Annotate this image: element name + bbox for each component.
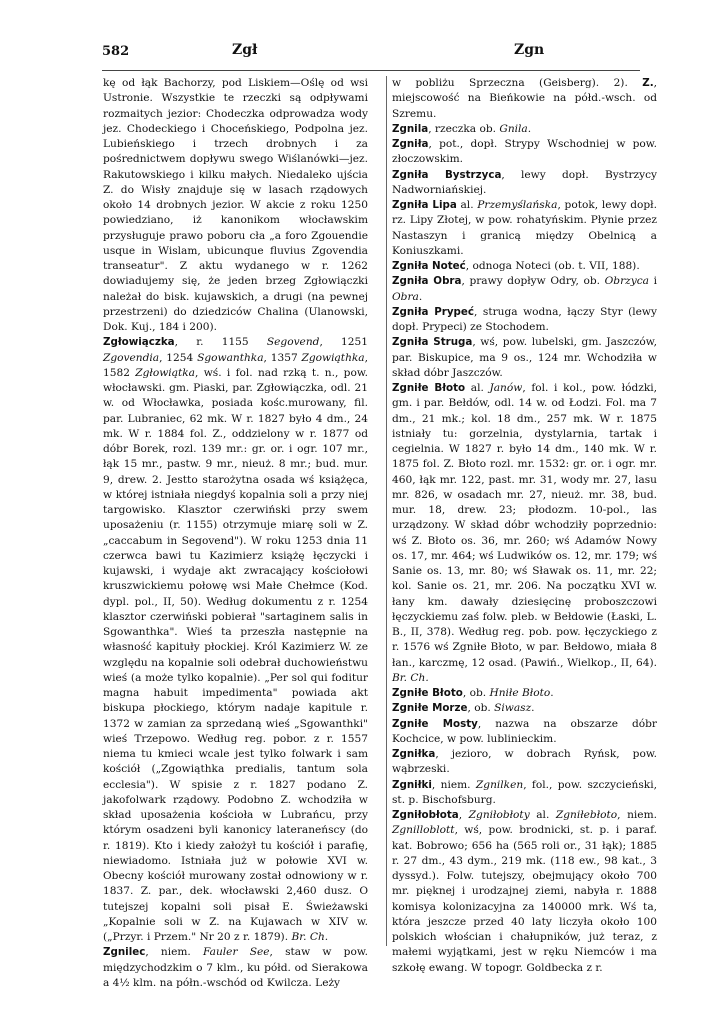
entry-text: . — [418, 290, 423, 303]
left-column — [103, 76, 368, 991]
entry-text: , niem. — [617, 809, 657, 821]
entry-text: al. — [529, 809, 556, 821]
entry-text: , potok, lewy dopł. rz. Lipy Złotej, w pow. rohatyńskim. Płynie przez Nastaszyn i granicą między Obelnicą a Koniuszkami. — [392, 199, 657, 257]
page-header — [0, 0, 720, 70]
entry-headword: Zgniła Bystrzyca — [392, 168, 502, 181]
italic-text: Zgniłebłoto — [555, 809, 618, 821]
entry-headword: Zgnila — [392, 122, 429, 135]
entry-headword: Zgniła Noteć — [392, 260, 466, 272]
entry-headword: Zgniła Obra — [392, 275, 462, 288]
entry-headword: Zgniłe Mosty — [392, 717, 478, 730]
italic-text: Przemyślańska — [477, 199, 558, 211]
dictionary-entry — [392, 76, 657, 122]
entry-headword: Zgniłki — [392, 778, 432, 791]
italic-text: Obrzyca — [604, 275, 649, 288]
dictionary-entry — [392, 686, 657, 701]
italic-text: Br. Ch. — [291, 931, 329, 943]
entry-text: , ob. — [467, 702, 495, 715]
dictionary-entry — [392, 747, 657, 778]
dictionary-entry — [103, 945, 368, 991]
entry-text: . — [531, 702, 535, 715]
entry-headword: Zgniłobłota — [392, 809, 459, 821]
entry-text: , 1251 — [319, 336, 368, 349]
dictionary-entry — [392, 717, 657, 748]
italic-text: Segovend — [266, 336, 320, 349]
page-number: 582 — [102, 44, 130, 59]
entry-text: , — [458, 809, 469, 821]
header-rule — [102, 70, 640, 71]
entry-text: , r. 1155 — [174, 336, 267, 349]
dictionary-entry — [103, 335, 368, 945]
entry-headword: Zgnilec — [103, 946, 146, 959]
entry-headword: Zgniła Prypeć — [392, 305, 474, 318]
entry-text: . — [550, 687, 554, 699]
entry-text: , wś, pow. brodnicki, st. p. i paraf. kat. Bobrowo; 656 ha (565 roli or., 31 łąk); 1885 r. 27 dm., 43 dym., 219 mk. (118 ew., 98 kat., 3 dyssyd.). Folw. tutejszy, obejmujący około 700 mr. pięknej i urodzajnej ziemi, nabyła r. 1888 komisya kolonizacyjna za 140000 mrk. Wś ta, która jeszcze przed 40 laty liczyła około 100 polskich włościan i chałupników, już teraz, z małemi wyjątkami, jest w ręku Niemców i ma szkołę ewang. W topogr. Goldbecka z r. — [392, 824, 657, 974]
italic-text: Zgłowiątka — [135, 366, 196, 379]
entry-text: , 1582 — [103, 351, 368, 379]
right-column — [392, 76, 657, 976]
dictionary-entry — [392, 168, 657, 199]
dictionary-entry — [103, 76, 368, 335]
entry-text: , ob. — [462, 687, 490, 699]
running-head-right: Zgn — [514, 42, 545, 58]
italic-text: Fauler See — [203, 946, 270, 959]
entry-text: , odnoga Noteci (ob. t. VII, 188). — [465, 260, 640, 272]
italic-text: Sgowanthka — [197, 351, 264, 364]
entry-text: , fol. i kol., pow. łódzki, gm. i par. Bełdów, odl. 14 w. od Łodzi. Fol. ma 7 dm., 21 mk.; kol. 18 dm., 257 mk. W r. 1875 istniały tu: gorzelnia, dystylarnia, tartak i cegielnia. W 1827 r. było 14 dm., 140 mk. W r. 1875 fol. Z. Błoto rozl. mr. 1532: gr. or. i ogr. mr. 460, łąk mr. 122, past. mr. 31, wody mr. 27, lasu mr. 826, w osadach mr. 27, nieuż. mr. 38, bud. mur. 18, drew. 23; płodozm. 10-pol., las urządzony. W skład dóbr wchodziły poprzednio: wś Z. Błoto os. 36, mr. 260; wś Adamów Nowy os. 17, mr. 464; wś Ludwików os. 12, mr. 179; wś Sanie os. 13, mr. 80; wś Sławak os. 11, mr. 22; kol. Sanie os. 21, mr. 206. Na początku XVI w. łany km. dawały dziesięcinę proboszczowi łęczyckiemu zaś folw. pleb. w Bełdowie (Łaski, L. B., II, 378). Według reg. pob. pow. łęczyckiego z r. 1576 wś Zgniłe Błoto, w par. Bełdowo, miała 8 łan., karczmę, 12 osad. (Pawiń., Wielkop., II, 64). — [392, 382, 657, 669]
italic-text: Gnila — [499, 122, 528, 135]
italic-text: Zgniłobłoty — [468, 809, 530, 821]
running-head-left: Zgł — [232, 42, 258, 58]
entry-headword: Zgniła Lipa — [392, 199, 457, 211]
entry-headword: Zgniła Struga — [392, 336, 473, 349]
italic-text: Obra — [392, 290, 419, 303]
entry-text: , niem. — [431, 778, 476, 791]
entry-text: , staw w pow. międzychodzkim o 7 klm., ku półd. od Sierakowa a 4½ klm. na półn.-wschód od Kwilcza. Leży — [103, 946, 368, 989]
entry-text: , struga wodna, łączy Styr (lewy dopł. Prypeci) ze Stochodem. — [392, 305, 657, 333]
entry-headword: Zgniłe Morze — [392, 702, 468, 715]
dictionary-entry — [392, 198, 657, 259]
entry-text: , rzeczka ob. — [428, 122, 500, 135]
entry-text: al. — [456, 199, 478, 211]
entry-text: , wś. i fol. nad rzką t. n., pow. włocławski. gm. Piaski, par. Zgłowiączka, odl. 21 w. od Włocławka, posiada kośc.murowany, fil. par. Lubraniec, 62 mk. W r. 1827 było 4 dm., 24 mk. W r. 1884 fol. Z., oddzielony w r. 1877 od dóbr Borek, rozl. 139 mr.: gr. or. i ogr. 107 mr., łąk 15 mr., pastw. 9 mr., nieuż. 8 mr.; bud. mur. 9, drew. 2. Jestto starożytna osada wś książęca, w której istniała niegdyś kopalnia soli a przy niej targowisko. Klasztor czerwiński przy swem uposażeniu (r. 1155) otrzymuje miarę soli w Z. „caccabum in Segovend"). W roku 1253 dnia 11 czerwca bawi tu Kazimierz książę łęczycki i kujawski, i wydaje akt zwracający kościołowi kruszwickiemu połowę wsi Małe Chełmce (Kod. dypl. pol., II, 50). Według dokumentu z r. 1254 klasztor czerwiński pobierał "sartaginem salis in Sgowanthka". Wieś ta przeszła następnie na własność kapituły płockiej. Król Kazimierz W. ze względu na kopalnie soli odebrał duchowieństwu wieś (a może tylko kopalnie). „Per sol qui foditur magna habuit impedimenta" powiada akt biskupa płockiego, którym nadaje kapitule r. 1372 w zamian za sprzedaną wieś „Sgowanthki" wieś Trzepowo. Według reg. pobor. z r. 1557 niema tu kmieci wcale jest tylko folwark i sam kościół („Zgowiąthka predialis, tantum sola ecclesia"). W spisie z r. 1827 podano Z. jakofolwark rządowy. Podobno Z. wchodziła w skład uposażenia kościoła w Lubrańcu, przy którym osadzeni byli kanonicy lateraneńscy (do r. 1819). Kto i kiedy założył tu kościół i parafię, niewiadomo. Istniała już w połowie XVI w. Obecny kościół murowany został odnowiony w r. 1837. Z. par., dek. włocławski 2,460 dusz. O tutejszej kopalni soli pisał E. Świeżawski „Kopalnie soli w Z. na Kujawach w XIV w. („Przyr. i Przem." Nr 20 z r. 1879). — [103, 366, 368, 943]
dictionary-entry — [392, 305, 657, 336]
entry-text: , jezioro, w dobrach Ryńsk, pow. wąbrzeski. — [392, 748, 657, 776]
dictionary-entry — [392, 122, 657, 137]
entry-headword: Zgniłe Błoto — [392, 382, 466, 394]
entry-headword: Zgniłe Błoto — [392, 687, 463, 699]
entry-text: , 1254 — [159, 351, 198, 364]
entry-text: , fol., pow. szczycieński, st. p. Bischofsburg. — [392, 778, 657, 806]
entry-text: , pot., dopł. Strypy Wschodniej w pow. złoczowskim. — [392, 138, 657, 166]
italic-text: Janów — [489, 382, 523, 394]
dictionary-entry — [392, 808, 657, 976]
entry-text: , nazwa na obszarze dóbr Kochcice, w pow. lublinieckim. — [392, 717, 657, 745]
entry-headword: Zgniła — [392, 138, 429, 150]
entry-headword: Zgniłka — [392, 748, 436, 760]
entry-text: , 1357 — [263, 351, 302, 364]
dictionary-entry — [392, 137, 657, 168]
entry-text: , niem. — [145, 946, 204, 959]
italic-text: Zgowiąthka — [301, 351, 365, 364]
entry-text: , miejscowość na Bieńkowie na półd.-wsch. od Szremu. — [392, 77, 657, 120]
italic-text: Zgovendia — [103, 351, 160, 364]
entry-text: , wś, pow. lubelski, gm. Jaszczów, par. Biskupice, ma 9 os., 124 mr. Wchodziła w skład dóbr Jaszczów. — [392, 336, 657, 379]
dictionary-entry — [392, 381, 657, 686]
entry-text: kę od łąk Bachorzy, pod Liskiem—Oślę od wsi Ustronie. Wszystkie te rzeczki są odpływami rozmaitych jezior: Chodeczka odprowadza wody jez. Chodeckiego i Choceńskiego, Podpolna jez. Lubieńskiego i trzech drobnych i za pośrednictwem dopływu swego Wiślanówki—jez. Rakutowskiego i kilku małych. Niedaleko ujścia Z. do Wisły znajduje się w lasach rządowych około 14 drobnych jezior. W akcie z roku 1250 powiedziano, iż kanonikom włocławskim przysługuje prawo poboru cła „a foro Zgouendie usque in Wislam, ubicunque fluvius Zgovendia transeatur". Z aktu wydanego w r. 1262 dowiadujemy się, że jeden brzeg Zgłowiączki należał do bisk. kujawskich, a drugi (na pewnej przestrzeni) do dziedziców Chalina (Ulanowski, Dok. Kuj., 184 i 200). — [103, 77, 368, 333]
dictionary-entry — [392, 259, 657, 274]
entry-text: w pobliżu Sprzeczna (Geisberg). 2). — [392, 77, 643, 89]
italic-text: Hniłe Błoto — [489, 687, 551, 699]
dictionary-entry — [392, 778, 657, 809]
italic-text: Zgnilloblott — [392, 824, 455, 837]
entry-text: al. — [465, 382, 490, 394]
dictionary-entry — [392, 274, 657, 305]
entry-text: . — [527, 122, 532, 135]
italic-text: Zgnilken — [475, 778, 524, 791]
entry-headword: Zgłowiączka — [103, 336, 175, 349]
italic-text: Br. Ch. — [392, 671, 429, 684]
entry-headword: Z. — [642, 77, 654, 89]
column-divider — [386, 76, 387, 946]
italic-text: Siwasz — [494, 702, 532, 715]
entry-text: , prawy dopływ Odry, ob. — [461, 275, 605, 288]
entry-text: i — [648, 275, 657, 288]
dictionary-entry — [392, 701, 657, 716]
entry-text: , lewy dopł. Bystrzycy Nadworniańskiej. — [392, 168, 657, 196]
dictionary-entry — [392, 335, 657, 381]
